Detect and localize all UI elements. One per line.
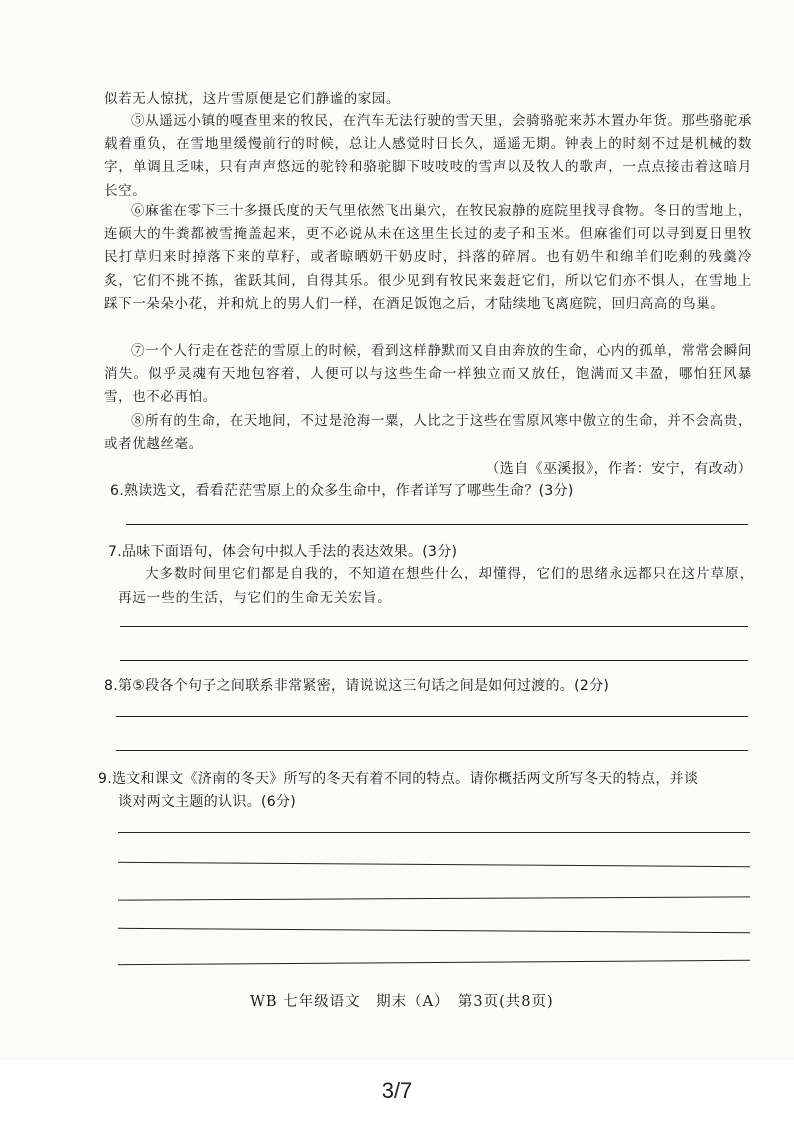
page-footer: WB 七年级语文 期末（A） 第3页(共8页): [250, 994, 554, 1010]
passage-paragraph-7: ⑦一个人行走在苍茫的雪原上的时候，看到这样静默而又自由奔放的生命，心内的孤单，常常会瞬间消失。似乎灵魂有天地包容着，人便可以与这些生命一样独立而又放任，饱满而又丰盈，哪怕狂风暴雪，也不必再怕。: [104, 343, 752, 406]
answer-line-q7-1[interactable]: [120, 626, 748, 627]
answer-line-q8-1[interactable]: [116, 716, 748, 717]
passage-paragraph-0: 似若无人惊扰，这片雪原便是它们静谧的家园。: [104, 91, 401, 107]
question-9-line2: 谈对两文主题的认识。(6分): [118, 794, 297, 810]
question-7: 7.品味下面语句，体会句中拟人手法的表达效果。(3分): [108, 544, 458, 560]
passage-paragraph-5: ⑤从遥远小镇的嘎查里来的牧民，在汽车无法行驶的雪天里，会骑骆驼来苏木置办年货。那些骆驼承载着重负，在雪地里缓慢前行的时候，总让人感觉时日长久，遥遥无期。钟表上的时刻不过是机械的数字，单调且乏味，只有声声悠远的驼铃和骆驼脚下吱吱吱的雪声以及牧人的歌声，一点点接击着这暗月长空。: [104, 113, 752, 199]
passage-paragraph-8: ⑧所有的生命，在天地间，不过是沧海一粟，人比之于这些在雪原风寒中傲立的生命，并不会高贵，或者优越丝毫。: [104, 413, 752, 453]
passage-source: （选自《巫溪报》，作者：安宁，有改动）: [485, 461, 752, 477]
passage-paragraph-6: ⑥麻雀在零下三十多摄氏度的天气里依然飞出巢穴，在牧民寂静的庭院里找寻食物。冬日的雪地上，连硕大的牛粪都被雪掩盖起来，更不必说从未在这里生长过的麦子和玉米。但麻雀们可以寻到夏日里牧民打草归来时掉落下来的草籽，或者晾晒奶干奶皮时，抖落的碎屑。也有奶牛和绵羊们吃剩的残羹冷炙，它们不挑不拣，雀跃其间，自得其乐。很少见到有牧民来轰赶它们，所以它们亦不惧人，在雪地上踩下一朵朵小花，并和炕上的男人们一样，在酒足饭饱之后，才陆续地飞离庭院，回归高高的鸟巢。: [104, 203, 752, 312]
answer-line-q9-4[interactable]: [118, 928, 750, 933]
question-9-line1: 9.选文和课文《济南的冬天》所写的冬天有着不同的特点。请你概括两文所写冬天的特点，并谈: [98, 771, 699, 787]
question-8: 8.第⑤段各个句子之间联系非常紧密，请说说这三句话之间是如何过渡的。(2分): [104, 678, 610, 694]
answer-line-q9-1[interactable]: [118, 832, 750, 833]
answer-line-q9-5[interactable]: [118, 960, 750, 965]
answer-line-q9-2[interactable]: [118, 862, 750, 867]
question-6: 6.熟读选文，看看茫茫雪原上的众多生命中，作者详写了哪些生命？(3分): [110, 483, 574, 499]
answer-line-q7-2[interactable]: [120, 660, 748, 661]
question-7-quote: 大多数时间里它们都是自我的，不知道在想些什么，却懂得，它们的思绪永远都只在这片草原，再远一些的生活，与它们的生命无关宏旨。: [118, 566, 754, 606]
answer-line-q9-3[interactable]: [118, 896, 750, 900]
answer-line-q6[interactable]: [126, 524, 748, 525]
page-indicator: 3/7: [381, 1078, 413, 1103]
answer-line-q8-2[interactable]: [116, 750, 748, 751]
